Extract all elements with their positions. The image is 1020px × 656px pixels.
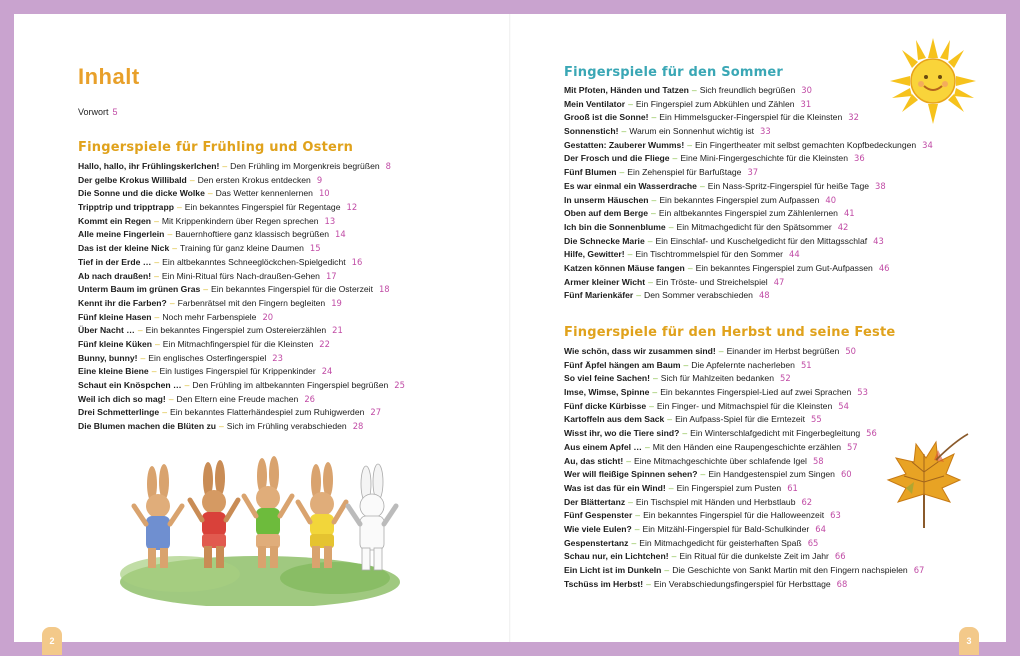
toc-entry-page: 58 (812, 455, 824, 466)
toc-entry[interactable] (564, 455, 924, 469)
dash-separator: – (648, 276, 653, 287)
dash-separator: – (168, 393, 174, 404)
toc-entry-description: Ein bekanntes Fingerspiel für die Halloweenzeit (643, 510, 825, 521)
toc-entry-page: 44 (789, 249, 800, 260)
toc-entry-page: 34 (922, 139, 933, 150)
toc-entry[interactable] (564, 180, 933, 194)
toc-entry[interactable] (78, 352, 405, 366)
toc-entry-title: Aus einem Apfel … (564, 441, 642, 452)
toc-entry-page: 25 (394, 380, 405, 390)
toc-entry-description: Ein Einschlaf- und Kuschelgedicht für den Mittagsschlaf (655, 235, 868, 246)
toc-entry[interactable] (78, 174, 405, 188)
toc-entry-description: Die Apfelernte nacherleben (691, 359, 795, 370)
toc-entry[interactable] (564, 248, 933, 262)
toc-list-summer (564, 84, 933, 303)
dash-separator: – (668, 482, 674, 493)
toc-entry-page: 63 (830, 510, 841, 521)
toc-entry-title: Hilfe, Gewitter! (564, 249, 625, 260)
dash-separator: – (683, 359, 689, 370)
toc-entry-page: 17 (325, 270, 337, 281)
toc-entry-page: 68 (836, 578, 848, 589)
toc-entry-title: Weil ich dich so mag! (78, 393, 166, 404)
toc-entry[interactable] (564, 345, 924, 359)
vorwort-label: Vorwort (78, 107, 109, 117)
toc-entry-title: Die Sonne und die dicke Wolke (78, 188, 205, 199)
dash-separator: – (699, 180, 705, 191)
toc-entry[interactable] (564, 400, 924, 414)
dash-separator: – (172, 243, 178, 254)
dash-separator: – (664, 565, 670, 575)
dash-separator: – (635, 510, 641, 521)
toc-entry[interactable] (78, 420, 405, 434)
toc-entry[interactable] (564, 207, 933, 221)
toc-entry-title: Katzen können Mäuse fangen (564, 262, 685, 273)
toc-entry-page: 36 (853, 153, 865, 164)
toc-entry[interactable] (564, 194, 933, 208)
dash-separator: – (651, 112, 657, 123)
toc-entry-description: Ein Himmelsgucker-Fingerspiel für die Kleinsten (659, 112, 843, 123)
toc-entry-title: Bunny, bunny! (78, 352, 138, 363)
toc-entry-title: Sonnenstich! (564, 126, 619, 137)
toc-entry-title: Kennt ihr die Farben? (78, 297, 167, 308)
toc-entry-description: Ein Mini-Ritual fürs Nach-draußen-Gehen (161, 270, 320, 281)
toc-entry-title: Wer will fleißige Spinnen sehen? (564, 469, 698, 480)
toc-entry[interactable] (78, 270, 405, 284)
dash-separator: – (154, 311, 160, 322)
toc-entry-page: 13 (324, 215, 336, 226)
dash-separator: – (718, 346, 724, 356)
toc-entry-title: Oben auf dem Berge (564, 208, 649, 219)
toc-entry-page: 33 (760, 126, 771, 137)
toc-entry-title: Der Frosch und die Fliege (564, 153, 670, 164)
toc-entry[interactable] (564, 386, 924, 400)
toc-entry[interactable] (78, 228, 405, 242)
toc-entry-title: Das ist der kleine Nick (78, 243, 170, 254)
section-heading-autumn: Fingerspiele für den Herbst und seine Feste (564, 325, 896, 340)
toc-entry-page: 28 (352, 421, 364, 432)
dash-separator: – (672, 153, 678, 164)
toc-entry-description: Den Sommer verabschieden (644, 290, 753, 301)
toc-entry-description: Ein Mitmachgedicht für den Spätsommer (676, 221, 832, 232)
toc-entry-title: Gestatten: Zauberer Wumms! (564, 139, 685, 150)
toc-entry-description: Den Frühling im Morgenkreis begrüßen (230, 161, 380, 171)
leaf-stem-icon (934, 432, 974, 462)
toc-entry-title: Mein Ventilator (564, 98, 626, 109)
toc-entry-page: 16 (351, 256, 363, 267)
toc-entry-page: 27 (370, 407, 382, 418)
dash-separator: – (169, 297, 175, 308)
toc-entry-description: Ein Ritual für die dunkelste Zeit im Jahr (679, 551, 829, 562)
toc-entry-title: Wie schön, dass wir zusammen sind! (564, 346, 716, 356)
toc-entry-page: 46 (878, 262, 890, 273)
toc-entry-page: 14 (335, 229, 346, 240)
toc-entry-title: Tripptrip und tripptrapp (78, 202, 174, 213)
toc-entry[interactable] (564, 427, 924, 441)
toc-entry-page: 26 (304, 393, 315, 404)
dash-separator: – (647, 235, 653, 246)
toc-entry-description: Das Wetter kennenlernen (215, 188, 313, 199)
toc-entry-title: Schau nur, ein Lichtchen! (564, 551, 669, 562)
toc-entry[interactable] (78, 379, 405, 393)
toc-entry-description: Ein Tischtrommelspiel für den Sommer (635, 249, 784, 260)
toc-entry-title: Fünf kleine Hasen (78, 311, 152, 322)
toc-entry-description: Ein Fingertheater mit selbst gemachten Kopfbedeckungen (694, 139, 917, 150)
toc-entry-page: 12 (346, 202, 358, 213)
toc-entry-description: Den ersten Krokus entdecken (197, 174, 311, 185)
toc-entry[interactable] (564, 413, 924, 427)
toc-entry[interactable] (564, 125, 933, 139)
toc-entry-description: Den Frühling im altbekannten Fingerspiel begrüßen (192, 380, 389, 390)
sun-illustration (888, 36, 978, 126)
dash-separator: – (137, 325, 143, 336)
toc-entry-page: 50 (845, 346, 856, 356)
dash-separator: – (151, 366, 157, 377)
toc-entry-description: Ein altbekanntes Schneeglöckchen-Spielgedicht (162, 256, 346, 267)
toc-entry-page: 56 (866, 428, 877, 439)
toc-entry-page: 32 (848, 112, 859, 123)
toc-entry-description: Bauernhoftiere ganz klassisch begrüßen (175, 229, 330, 240)
toc-entry-title: Ich bin die Sonnenblume (564, 221, 666, 232)
toc-entry-title: Ein Licht ist im Dunkeln (564, 565, 662, 575)
toc-entry-description: Noch mehr Farbenspiele (162, 311, 257, 322)
dash-separator: – (649, 400, 654, 411)
dash-separator: – (687, 262, 693, 273)
vorwort-entry[interactable] (78, 107, 118, 117)
section-heading-summer: Fingerspiele für den Sommer (564, 65, 784, 80)
dash-separator: – (652, 373, 658, 384)
toc-entry-description: Mit Krippenkindern über Regen sprechen (161, 215, 319, 226)
toc-entry-description: Ein Zehenspiel für Barfußtage (627, 167, 742, 178)
toc-entry[interactable] (564, 537, 924, 551)
toc-entry-title: Die Schnecke Marie (564, 235, 645, 246)
dash-separator: – (652, 387, 658, 398)
toc-entry[interactable] (564, 139, 933, 153)
toc-entry[interactable] (564, 550, 924, 564)
toc-entry-title: Der Blättertanz (564, 496, 626, 507)
dash-separator: – (167, 229, 173, 240)
toc-entry[interactable] (564, 441, 924, 455)
toc-entry-title: Fünf Äpfel hängen am Baum (564, 359, 681, 370)
dash-separator: – (691, 85, 697, 95)
toc-entry-title: Imse, Wimse, Spinne (564, 387, 650, 398)
toc-entry-title: Mit Pfoten, Händen und Tatzen (564, 85, 689, 95)
toc-entry-title: Fünf Marienkäfer (564, 290, 634, 301)
toc-entry[interactable] (564, 166, 933, 180)
toc-entry-description: Ein englisches Osterfingerspiel (148, 352, 267, 363)
dash-separator: – (189, 174, 195, 185)
toc-entry-page: 42 (837, 221, 849, 232)
dash-separator: – (631, 537, 637, 548)
toc-entry-page: 43 (873, 235, 884, 246)
dash-separator: – (687, 139, 692, 150)
toc-entry-description: Sich im Frühling verabschieden (226, 421, 347, 432)
toc-entry-page: 41 (843, 208, 855, 219)
toc-entry-description: Ein Mitmachgedicht für geisterhaften Spaß (639, 537, 802, 548)
toc-entry-description: Ein Aufpass-Spiel für die Erntezeit (675, 414, 806, 425)
toc-entry[interactable] (564, 372, 924, 386)
toc-entry-description: Ein Nass-Spritz-Fingerspiel für heiße Tage (707, 180, 870, 191)
toc-entry-description: Ein Tröste- und Streichelspiel (655, 276, 768, 287)
dash-separator: – (626, 455, 631, 466)
toc-entry-page: 62 (801, 496, 813, 507)
toc-entry-description: Ein Fingerspiel zum Pusten (676, 482, 782, 493)
toc-entry-description: Ein Mitmachfingerspiel für die Kleinsten (162, 338, 314, 349)
dash-separator: – (651, 208, 656, 219)
toc-entry-description: Mit den Händen eine Raupengeschichte erzählen (652, 441, 842, 452)
toc-entry-description: Ein bekanntes Flatterhändespiel zum Ruhigwerden (169, 407, 365, 418)
page-number-left: 2 (42, 627, 62, 655)
dash-separator: – (184, 380, 190, 390)
toc-entry-title: Armer kleiner Wicht (564, 276, 646, 287)
toc-entry[interactable] (78, 242, 405, 256)
toc-entry-description: Ein bekanntes Fingerspiel für die Osterzeit (211, 284, 373, 295)
toc-list-spring (78, 160, 405, 434)
toc-entry-title: Kommt ein Regen (78, 215, 152, 226)
toc-entry[interactable] (564, 152, 933, 166)
toc-entry-description: Eine Mini-Fingergeschichte für die Kleinsten (680, 153, 848, 164)
toc-entry[interactable] (564, 482, 924, 496)
toc-entry[interactable] (564, 98, 933, 112)
toc-entry-title: Die Blumen machen die Blüten zu (78, 421, 216, 432)
toc-entry-page: 31 (800, 98, 812, 109)
toc-entry-page: 24 (321, 366, 333, 377)
toc-entry[interactable] (78, 393, 405, 407)
dash-separator: – (162, 407, 167, 418)
toc-entry-title: Gespenstertanz (564, 537, 629, 548)
toc-entry-description: Ein Fingerspiel zum Abkühlen und Zählen (635, 98, 795, 109)
dash-separator: – (627, 249, 633, 260)
toc-entry-title: Fünf kleine Küken (78, 338, 153, 349)
toc-entry-title: Kartoffeln aus dem Sack (564, 414, 665, 425)
toc-entry-title: Au, das sticht! (564, 455, 624, 466)
toc-entry[interactable] (78, 256, 405, 270)
toc-entry-title: Hallo, hallo, ihr Frühlingskerlchen! (78, 161, 220, 171)
dash-separator: – (154, 215, 159, 226)
toc-entry-description: Warum ein Sonnenhut wichtig ist (629, 126, 755, 137)
dash-separator: – (155, 338, 160, 349)
toc-entry-description: Sich freundlich begrüßen (699, 85, 796, 95)
toc-entry-description: Ein Mitzähl-Fingerspiel für Bald-Schulkinder (642, 523, 810, 534)
dash-separator: – (636, 290, 642, 301)
dash-separator: – (219, 421, 224, 432)
dash-separator: – (671, 551, 677, 562)
toc-entry[interactable] (564, 235, 933, 249)
toc-entry[interactable] (564, 359, 924, 373)
toc-entry-title: Der gelbe Krokus Willibald (78, 174, 187, 185)
toc-entry-title: Fünf Blumen (564, 167, 617, 178)
toc-entry-title: Es war einmal ein Wasserdrache (564, 180, 697, 191)
toc-entry[interactable] (78, 338, 405, 352)
toc-entry[interactable] (78, 201, 405, 215)
toc-entry-title: Wisst ihr, wo die Tiere sind? (564, 428, 680, 439)
dash-separator: – (700, 469, 706, 480)
toc-entry[interactable] (564, 509, 924, 523)
toc-entry-title: Ab nach draußen! (78, 270, 152, 281)
page-number-right: 3 (959, 627, 979, 655)
page-title: Inhalt (78, 64, 140, 89)
toc-entry[interactable] (564, 262, 933, 276)
toc-entry-page: 8 (385, 161, 391, 171)
dash-separator: – (621, 126, 627, 137)
toc-entry-page: 57 (847, 441, 858, 452)
toc-entry-description: Ein Finger- und Mitmachspiel für die Kleinsten (656, 400, 833, 411)
toc-entry-page: 67 (913, 565, 925, 575)
toc-entry-page: 30 (801, 85, 812, 95)
toc-entry-title: Unterm Baum im grünen Gras (78, 284, 201, 295)
toc-entry-page: 55 (811, 414, 822, 425)
toc-entry-title: In unserm Häuschen (564, 194, 649, 205)
toc-entry-description: Ein lustiges Fingerspiel für Krippenkinder (159, 366, 316, 377)
toc-entry-page: 47 (773, 276, 785, 287)
toc-entry-page: 61 (787, 482, 798, 493)
toc-entry-description: Ein bekanntes Fingerspiel zum Ostereierzählen (145, 325, 327, 336)
dash-separator: – (140, 352, 146, 363)
dash-separator: – (645, 441, 650, 452)
toc-entry-page: 66 (834, 551, 846, 562)
toc-entry-title: Fünf Gespenster (564, 510, 633, 521)
toc-entry-description: Ein Winterschlafgedicht mit Fingerbegleitung (690, 428, 861, 439)
toc-entry-page: 64 (815, 523, 826, 534)
toc-entry[interactable] (564, 289, 933, 303)
toc-entry[interactable] (564, 84, 933, 98)
toc-entry[interactable] (78, 365, 405, 379)
toc-entry[interactable] (564, 578, 924, 592)
book-spread (14, 14, 1006, 646)
toc-entry-description: Einander im Herbst begrüßen (726, 346, 840, 356)
toc-entry[interactable] (564, 111, 933, 125)
toc-entry-title: Grooß ist die Sonne! (564, 112, 649, 123)
toc-entry[interactable] (78, 160, 405, 174)
toc-entry-description: Ein altbekanntes Fingerspiel zum Zählenlernen (658, 208, 838, 219)
toc-entry[interactable] (78, 297, 405, 311)
toc-entry-page: 20 (262, 311, 274, 322)
toc-entry-page: 54 (838, 400, 849, 411)
dash-separator: – (628, 98, 633, 109)
toc-entry-page: 37 (747, 167, 759, 178)
toc-entry-title: Was ist das für ein Wind! (564, 482, 666, 493)
dash-separator: – (682, 428, 688, 439)
dash-separator: – (628, 496, 633, 507)
toc-entry-description: Den Eltern eine Freude machen (176, 393, 299, 404)
toc-entry-page: 51 (800, 359, 812, 370)
gutter (509, 14, 511, 642)
toc-entry-title: Drei Schmetterlinge (78, 407, 160, 418)
toc-entry-description: Ein Handgestenspiel zum Singen (708, 469, 835, 480)
toc-entry-page: 22 (319, 338, 330, 349)
toc-entry-page: 18 (378, 284, 390, 295)
toc-entry-page: 65 (807, 537, 819, 548)
toc-entry[interactable] (78, 215, 405, 229)
toc-entry-title: Tief in der Erde … (78, 256, 152, 267)
toc-entry-description: Ein bekanntes Fingerspiel zum Gut-Aufpassen (695, 262, 873, 273)
dash-separator: – (154, 256, 160, 267)
toc-entry-title: Tschüss im Herbst! (564, 578, 644, 589)
dash-separator: – (634, 523, 640, 534)
toc-entry-description: Ein Verabschiedungsfingerspiel für Herbsttage (653, 578, 831, 589)
toc-entry-title: Über Nacht … (78, 325, 135, 336)
dash-separator: – (668, 221, 674, 232)
toc-entry-title: Eine kleine Biene (78, 366, 149, 377)
toc-entry-description: Farbenrätsel mit den Fingern begleiten (177, 297, 326, 308)
toc-entry-page: 38 (875, 180, 886, 191)
dash-separator: – (154, 270, 159, 281)
toc-entry-title: Schaut ein Knöspchen … (78, 380, 182, 390)
toc-entry[interactable] (78, 406, 405, 420)
toc-entry-page: 21 (332, 325, 343, 336)
dash-separator: – (222, 161, 228, 171)
toc-entry-page: 9 (316, 174, 323, 185)
section-heading-spring: Fingerspiele für Frühling und Ostern (78, 140, 354, 155)
toc-entry-page: 60 (840, 469, 852, 480)
dash-separator: – (176, 202, 182, 213)
dash-separator: – (619, 167, 625, 178)
toc-entry-title: So viel feine Sachen! (564, 373, 650, 384)
toc-entry-description: Die Geschichte von Sankt Martin mit den Fingern nachspielen (672, 565, 908, 575)
toc-entry-page: 40 (825, 194, 837, 205)
toc-entry-description: Ein Tischspiel mit Händen und Herbstlaub (635, 496, 796, 507)
vorwort-page: 5 (112, 107, 118, 117)
toc-entry[interactable] (78, 283, 405, 297)
toc-entry[interactable] (564, 564, 924, 578)
toc-entry[interactable] (564, 496, 924, 510)
toc-entry-title: Wie viele Eulen? (564, 523, 632, 534)
toc-entry-page: 15 (309, 243, 321, 254)
toc-entry-description: Ein bekanntes Fingerspiel zum Aufpassen (659, 194, 820, 205)
toc-entry[interactable] (564, 468, 924, 482)
toc-entry[interactable] (78, 311, 405, 325)
dash-separator: – (207, 188, 213, 199)
toc-entry-page: 10 (318, 188, 330, 199)
dash-separator: – (651, 194, 657, 205)
toc-entry-description: Sich für Mahlzeiten bedanken (660, 373, 774, 384)
toc-entry-page: 19 (331, 297, 342, 308)
toc-entry[interactable] (564, 523, 924, 537)
toc-entry[interactable] (78, 324, 405, 338)
toc-entry-description: Ein bekanntes Fingerspiel für Regentage (184, 202, 341, 213)
dash-separator: – (646, 578, 651, 589)
dash-separator: – (667, 414, 673, 425)
toc-entry-page: 52 (779, 373, 791, 384)
toc-entry-description: Eine Mitmachgeschichte über schlafende Igel (634, 455, 807, 466)
toc-entry-title: Fünf dicke Kürbisse (564, 400, 647, 411)
toc-entry[interactable] (564, 221, 933, 235)
toc-entry-description: Training für ganz kleine Daumen (180, 243, 304, 254)
toc-entry-title: Alle meine Fingerlein (78, 229, 165, 240)
toc-entry[interactable] (78, 187, 405, 201)
toc-entry[interactable] (564, 276, 933, 290)
toc-entry-description: Ein bekanntes Fingerspiel-Lied auf zwei Sprachen (660, 387, 852, 398)
toc-list-autumn (564, 345, 924, 591)
rabbits-illustration (120, 454, 400, 606)
dash-separator: – (203, 284, 209, 295)
toc-entry-page: 23 (272, 352, 283, 363)
toc-entry-page: 48 (758, 290, 770, 301)
toc-entry-page: 53 (857, 387, 868, 398)
